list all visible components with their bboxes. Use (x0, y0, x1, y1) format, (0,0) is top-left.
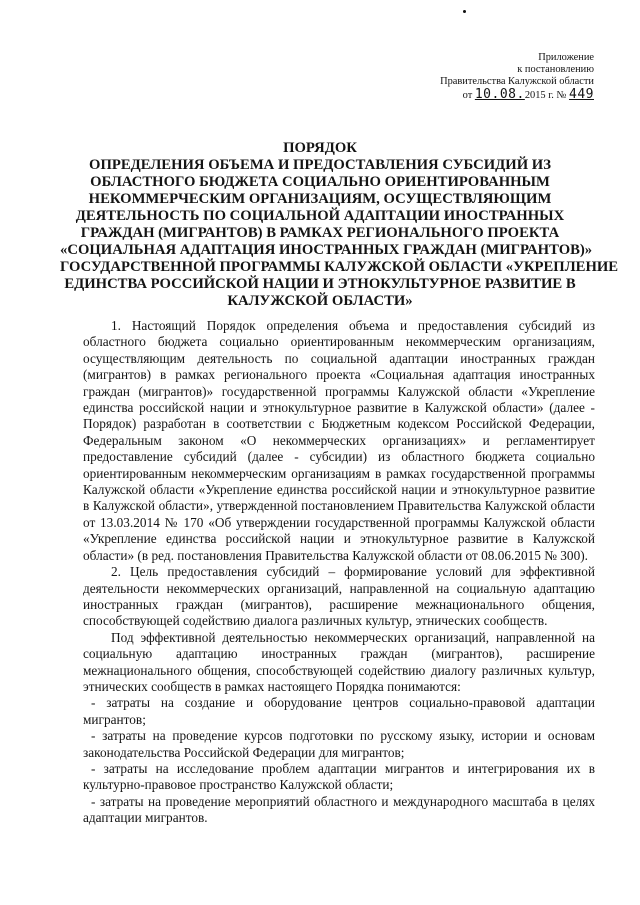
list-item: - затраты на исследование проблем адаптации мигрантов и интегрирования их в культурно-правовое пространство Калужской области; (83, 760, 595, 793)
list-item: - затраты на проведение мероприятий областного и международного масштаба в целях адаптации мигрантов. (83, 793, 595, 826)
handwritten-date: 10.08. (474, 86, 525, 102)
resolution-label: к постановлению (517, 64, 594, 76)
handwritten-number: 449 (569, 86, 594, 102)
government-label: Правительства Калужской области (440, 76, 594, 88)
document-body (83, 318, 595, 827)
appendix-block (440, 52, 594, 102)
title-line: «СОЦИАЛЬНАЯ АДАПТАЦИЯ ИНОСТРАННЫХ ГРАЖДАН (МИГРАНТОВ)» (60, 242, 593, 258)
list-item: - затраты на проведение курсов подготовки по русскому языку, истории и основам законодательства Российской Федерации для мигрантов; (83, 728, 595, 760)
date-number-row (440, 86, 594, 102)
document-title (60, 140, 619, 310)
paragraph-1: 1. Настоящий Порядок определения объема и предоставления субсидий из областного бюджета социально ориентированным некоммерческим организациям, осуществляющим деятельность по социальной адаптации иностранных граждан (мигрантов) в рамках регионального проекта «Социальная адаптация иностранных граждан (мигрантов)» государственной программы Калужской области «Укрепление единства российской нации и этнокультурное развитие в Калужской области» (далее - Порядок) разработан в соответствии с Бюджетным кодексом Российской Федерации, Федеральным законом «О некоммерческих организациях» и регламентирует предоставление субсидий (далее - субсидии) из областного бюджета социально ориентированным некоммерческим организациям в рамках государственной программы Калужской области «Укрепление единства российской нации и этнокультурное развитие в Калужской области», утвержденной постановлением Правительства Калужской области от 13.03.2014 № 170 «Об утверждении государственной программы Калужской области «Укрепление единства российской нации и этнокультурное развитие в Калужской области» (в ред. постановления Правительства Калужской области от 08.06.2015 № 300). (83, 318, 595, 563)
title-line: НЕКОММЕРЧЕСКИМ ОРГАНИЗАЦИЯМ, ОСУЩЕСТВЛЯЮЩИМ (88, 191, 552, 207)
scan-dot (463, 10, 466, 13)
list-item: - затраты на создание и оборудование центров социально-правовой адаптации мигрантов; (83, 695, 595, 727)
paragraph-3: Под эффективной деятельностью некоммерческих организаций, направленной на социальную адаптацию иностранных граждан (мигрантов), расширение межнационального общения, способствующей содействию диалогу различных культур, этнических сообществ в рамках настоящего Порядка понимаются: (83, 629, 595, 694)
title-line: ОБЛАСТНОГО БЮДЖЕТА СОЦИАЛЬНО ОРИЕНТИРОВАННЫМ (90, 174, 550, 190)
date-prefix: от (462, 89, 473, 101)
title-line: КАЛУЖСКОЙ ОБЛАСТИ» (227, 293, 413, 309)
title-line: ГРАЖДАН (МИГРАНТОВ) В РАМКАХ РЕГИОНАЛЬНОГО ПРОЕКТА (80, 225, 560, 241)
title-line: ПОРЯДОК (283, 140, 357, 156)
title-line: ЕДИНСТВА РОССИЙСКОЙ НАЦИИ И ЭТНОКУЛЬТУРНОЕ РАЗВИТИЕ В (64, 276, 576, 292)
paragraph-2: 2. Цель предоставления субсидий – формирование условий для эффективной деятельности некоммерческих организаций, направленной на социальную адаптацию иностранных граждан (мигрантов), расширение межнационального общения, способствующей содействию диалога различных культур, этнических сообществ. (83, 564, 595, 629)
appendix-label: Приложение (538, 52, 594, 63)
title-line: ОПРЕДЕЛЕНИЯ ОБЪЕМА И ПРЕДОСТАВЛЕНИЯ СУБСИДИЙ ИЗ (89, 157, 551, 173)
year-suffix: 2015 г. № (524, 89, 567, 101)
title-line: ГОСУДАРСТВЕННОЙ ПРОГРАММЫ КАЛУЖСКОЙ ОБЛАСТИ «УКРЕПЛЕНИЕ (60, 259, 619, 275)
title-line: ДЕЯТЕЛЬНОСТЬ ПО СОЦИАЛЬНОЙ АДАПТАЦИИ ИНОСТРАННЫХ (75, 208, 565, 224)
